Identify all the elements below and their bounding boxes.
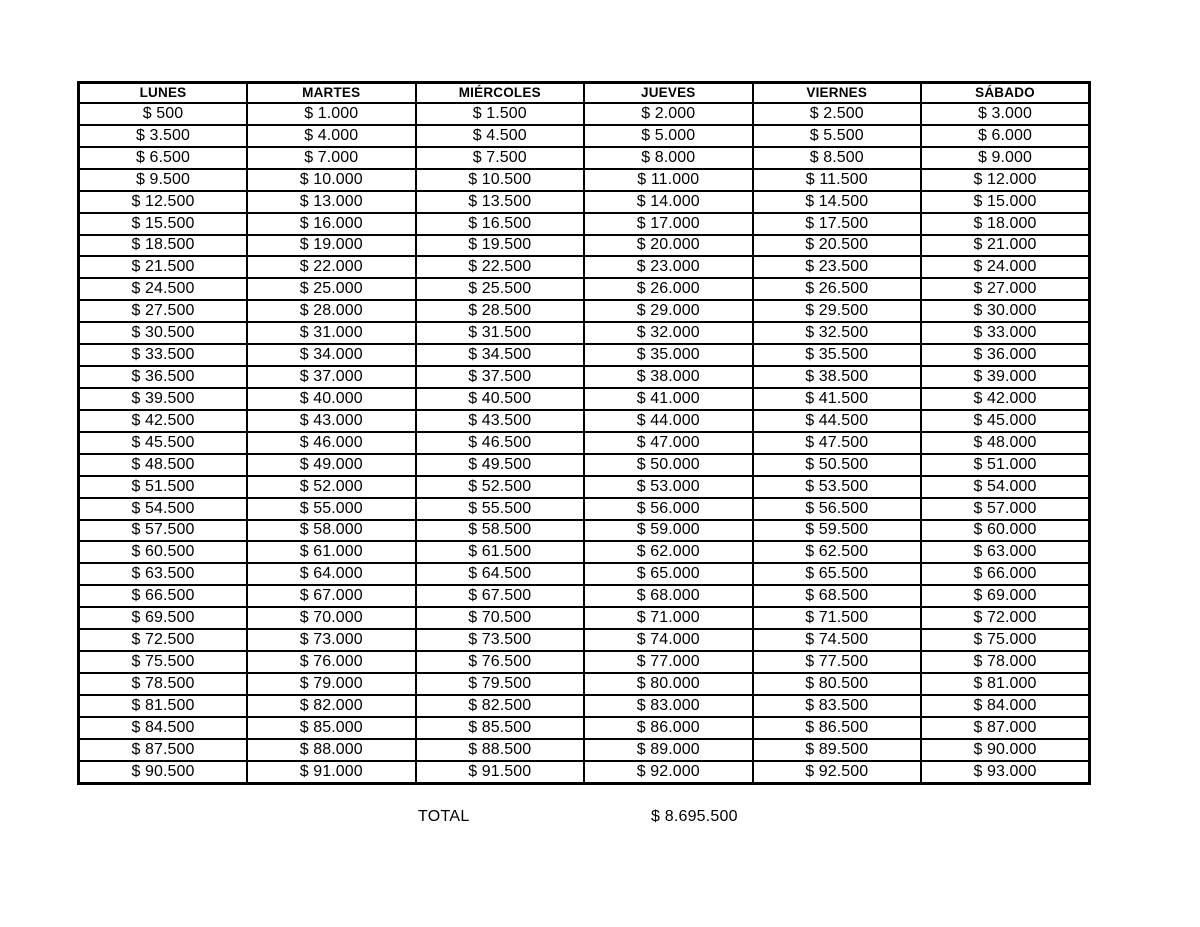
table-cell: $ 40.500 — [416, 388, 585, 410]
table-row — [79, 520, 1090, 542]
table-cell: $ 70.500 — [416, 607, 585, 629]
table-cell: $ 90.000 — [921, 739, 1090, 761]
table-cell: $ 76.500 — [416, 651, 585, 673]
table-cell: $ 75.000 — [921, 629, 1090, 651]
table-cell: $ 4.000 — [247, 125, 416, 147]
table-cell: $ 67.500 — [416, 585, 585, 607]
table-cell: $ 63.500 — [79, 563, 248, 585]
table-cell: $ 61.000 — [247, 541, 416, 563]
table-row — [79, 476, 1090, 498]
table-cell: $ 27.500 — [79, 300, 248, 322]
header-row — [79, 83, 1090, 104]
column-header: LUNES — [79, 83, 248, 104]
table-cell: $ 36.000 — [921, 344, 1090, 366]
table-cell: $ 65.500 — [753, 563, 922, 585]
table-cell: $ 43.500 — [416, 410, 585, 432]
table-cell: $ 49.500 — [416, 454, 585, 476]
table-cell: $ 26.500 — [753, 278, 922, 300]
table-cell: $ 34.000 — [247, 344, 416, 366]
table-cell: $ 28.500 — [416, 300, 585, 322]
table-cell: $ 46.500 — [416, 432, 585, 454]
table-cell: $ 3.000 — [921, 103, 1090, 125]
table-cell: $ 45.500 — [79, 432, 248, 454]
table-cell: $ 59.500 — [753, 520, 922, 542]
table-cell: $ 66.000 — [921, 563, 1090, 585]
table-cell: $ 76.000 — [247, 651, 416, 673]
table-row — [79, 695, 1090, 717]
table-cell: $ 85.500 — [416, 717, 585, 739]
table-cell: $ 7.500 — [416, 147, 585, 169]
table-cell: $ 85.000 — [247, 717, 416, 739]
table-cell: $ 73.000 — [247, 629, 416, 651]
table-cell: $ 10.000 — [247, 169, 416, 191]
table-row — [79, 673, 1090, 695]
table-cell: $ 87.000 — [921, 717, 1090, 739]
table-cell: $ 53.000 — [584, 476, 753, 498]
table-cell: $ 43.000 — [247, 410, 416, 432]
table-row — [79, 563, 1090, 585]
table-row — [79, 585, 1090, 607]
table-cell: $ 26.000 — [584, 278, 753, 300]
table-cell: $ 9.000 — [921, 147, 1090, 169]
table-cell: $ 61.500 — [416, 541, 585, 563]
table-cell: $ 60.000 — [921, 520, 1090, 542]
table-cell: $ 69.500 — [79, 607, 248, 629]
savings-table — [77, 81, 1091, 785]
table-cell: $ 25.000 — [247, 278, 416, 300]
table-cell: $ 51.500 — [79, 476, 248, 498]
table-cell: $ 50.500 — [753, 454, 922, 476]
table-cell: $ 53.500 — [753, 476, 922, 498]
table-cell: $ 32.000 — [584, 322, 753, 344]
table-cell: $ 40.000 — [247, 388, 416, 410]
table-cell: $ 82.500 — [416, 695, 585, 717]
table-cell: $ 35.500 — [753, 344, 922, 366]
table-cell: $ 55.000 — [247, 498, 416, 520]
table-cell: $ 88.000 — [247, 739, 416, 761]
table-cell: $ 83.500 — [753, 695, 922, 717]
table-cell: $ 20.500 — [753, 235, 922, 257]
table-cell: $ 9.500 — [79, 169, 248, 191]
table-cell: $ 56.500 — [753, 498, 922, 520]
table-row — [79, 344, 1090, 366]
table-cell: $ 18.500 — [79, 235, 248, 257]
table-cell: $ 37.000 — [247, 366, 416, 388]
table-cell: $ 79.500 — [416, 673, 585, 695]
table-cell: $ 13.000 — [247, 191, 416, 213]
table-cell: $ 39.500 — [79, 388, 248, 410]
table-cell: $ 34.500 — [416, 344, 585, 366]
table-cell: $ 59.000 — [584, 520, 753, 542]
table-cell: $ 30.000 — [921, 300, 1090, 322]
table-cell: $ 24.500 — [79, 278, 248, 300]
table-cell: $ 1.500 — [416, 103, 585, 125]
table-cell: $ 47.500 — [753, 432, 922, 454]
table-cell: $ 2.500 — [753, 103, 922, 125]
table-cell: $ 89.000 — [584, 739, 753, 761]
table-cell: $ 67.000 — [247, 585, 416, 607]
table-cell: $ 77.500 — [753, 651, 922, 673]
column-header: MIÉRCOLES — [416, 83, 585, 104]
table-row — [79, 761, 1090, 784]
table-cell: $ 63.000 — [921, 541, 1090, 563]
table-cell: $ 3.500 — [79, 125, 248, 147]
table-row — [79, 147, 1090, 169]
table-row — [79, 432, 1090, 454]
table-cell: $ 11.500 — [753, 169, 922, 191]
table-cell: $ 35.000 — [584, 344, 753, 366]
table-cell: $ 22.500 — [416, 256, 585, 278]
table-cell: $ 36.500 — [79, 366, 248, 388]
table-cell: $ 10.500 — [416, 169, 585, 191]
table-cell: $ 38.000 — [584, 366, 753, 388]
table-cell: $ 49.000 — [247, 454, 416, 476]
table-cell: $ 77.000 — [584, 651, 753, 673]
table-cell: $ 31.000 — [247, 322, 416, 344]
table-cell: $ 68.000 — [584, 585, 753, 607]
table-cell: $ 56.000 — [584, 498, 753, 520]
table-cell: $ 21.000 — [921, 235, 1090, 257]
table-row — [79, 366, 1090, 388]
table-cell: $ 62.000 — [584, 541, 753, 563]
table-cell: $ 74.000 — [584, 629, 753, 651]
table-row — [79, 388, 1090, 410]
table-cell: $ 75.500 — [79, 651, 248, 673]
table-cell: $ 79.000 — [247, 673, 416, 695]
table-cell: $ 22.000 — [247, 256, 416, 278]
table-cell: $ 92.500 — [753, 761, 922, 784]
table-cell: $ 19.500 — [416, 235, 585, 257]
table-cell: $ 28.000 — [247, 300, 416, 322]
table-cell: $ 18.000 — [921, 213, 1090, 235]
table-cell: $ 66.500 — [79, 585, 248, 607]
table-cell: $ 71.500 — [753, 607, 922, 629]
table-cell: $ 4.500 — [416, 125, 585, 147]
table-cell: $ 8.500 — [753, 147, 922, 169]
table-cell: $ 80.500 — [753, 673, 922, 695]
total-label: TOTAL — [418, 808, 470, 825]
table-row — [79, 541, 1090, 563]
table-cell: $ 23.500 — [753, 256, 922, 278]
table-cell: $ 32.500 — [753, 322, 922, 344]
table-cell: $ 24.000 — [921, 256, 1090, 278]
table-cell: $ 46.000 — [247, 432, 416, 454]
table-cell: $ 14.500 — [753, 191, 922, 213]
table-cell: $ 42.000 — [921, 388, 1090, 410]
table-cell: $ 91.500 — [416, 761, 585, 784]
table-cell: $ 6.500 — [79, 147, 248, 169]
table-cell: $ 84.000 — [921, 695, 1090, 717]
table-cell: $ 60.500 — [79, 541, 248, 563]
table-cell: $ 92.000 — [584, 761, 753, 784]
table-cell: $ 72.500 — [79, 629, 248, 651]
table-cell: $ 86.000 — [584, 717, 753, 739]
table-cell: $ 91.000 — [247, 761, 416, 784]
table-cell: $ 54.000 — [921, 476, 1090, 498]
table-cell: $ 54.500 — [79, 498, 248, 520]
table-cell: $ 16.500 — [416, 213, 585, 235]
table-cell: $ 65.000 — [584, 563, 753, 585]
table-cell: $ 29.000 — [584, 300, 753, 322]
table-cell: $ 17.500 — [753, 213, 922, 235]
table-cell: $ 14.000 — [584, 191, 753, 213]
table-cell: $ 51.000 — [921, 454, 1090, 476]
table-cell: $ 33.500 — [79, 344, 248, 366]
table-cell: $ 19.000 — [247, 235, 416, 257]
table-cell: $ 30.500 — [79, 322, 248, 344]
table-cell: $ 12.500 — [79, 191, 248, 213]
table-cell: $ 90.500 — [79, 761, 248, 784]
table-cell: $ 58.500 — [416, 520, 585, 542]
column-header: VIERNES — [753, 83, 922, 104]
table-row — [79, 739, 1090, 761]
table-row — [79, 651, 1090, 673]
table-cell: $ 82.000 — [247, 695, 416, 717]
table-cell: $ 78.500 — [79, 673, 248, 695]
table-cell: $ 41.000 — [584, 388, 753, 410]
table-cell: $ 12.000 — [921, 169, 1090, 191]
table-row — [79, 498, 1090, 520]
table-cell: $ 52.000 — [247, 476, 416, 498]
table-cell: $ 27.000 — [921, 278, 1090, 300]
table-cell: $ 41.500 — [753, 388, 922, 410]
table-cell: $ 57.500 — [79, 520, 248, 542]
table-cell: $ 52.500 — [416, 476, 585, 498]
table-cell: $ 33.000 — [921, 322, 1090, 344]
table-cell: $ 88.500 — [416, 739, 585, 761]
table-cell: $ 47.000 — [584, 432, 753, 454]
table-cell: $ 38.500 — [753, 366, 922, 388]
table-cell: $ 48.500 — [79, 454, 248, 476]
table-cell: $ 2.000 — [584, 103, 753, 125]
table-body — [79, 103, 1090, 784]
table-cell: $ 73.500 — [416, 629, 585, 651]
table-cell: $ 64.500 — [416, 563, 585, 585]
table-cell: $ 86.500 — [753, 717, 922, 739]
table-cell: $ 42.500 — [79, 410, 248, 432]
column-header: SÁBADO — [921, 83, 1090, 104]
table-cell: $ 31.500 — [416, 322, 585, 344]
table-cell: $ 89.500 — [753, 739, 922, 761]
table-row — [79, 300, 1090, 322]
table-cell: $ 7.000 — [247, 147, 416, 169]
total-value: $ 8.695.500 — [651, 808, 738, 825]
table-row — [79, 410, 1090, 432]
table-row — [79, 322, 1090, 344]
table-cell: $ 68.500 — [753, 585, 922, 607]
table-cell: $ 15.500 — [79, 213, 248, 235]
table-cell: $ 39.000 — [921, 366, 1090, 388]
table-cell: $ 11.000 — [584, 169, 753, 191]
savings-table-sheet — [77, 81, 1091, 785]
table-cell: $ 5.500 — [753, 125, 922, 147]
table-row — [79, 169, 1090, 191]
table-cell: $ 20.000 — [584, 235, 753, 257]
table-cell: $ 44.000 — [584, 410, 753, 432]
table-cell: $ 5.000 — [584, 125, 753, 147]
table-cell: $ 16.000 — [247, 213, 416, 235]
table-cell: $ 13.500 — [416, 191, 585, 213]
table-cell: $ 500 — [79, 103, 248, 125]
column-header: MARTES — [247, 83, 416, 104]
table-cell: $ 45.000 — [921, 410, 1090, 432]
table-cell: $ 78.000 — [921, 651, 1090, 673]
table-row — [79, 213, 1090, 235]
table-cell: $ 83.000 — [584, 695, 753, 717]
table-cell: $ 23.000 — [584, 256, 753, 278]
table-row — [79, 125, 1090, 147]
table-cell: $ 70.000 — [247, 607, 416, 629]
table-cell: $ 93.000 — [921, 761, 1090, 784]
table-row — [79, 235, 1090, 257]
table-cell: $ 80.000 — [584, 673, 753, 695]
table-cell: $ 55.500 — [416, 498, 585, 520]
table-cell: $ 1.000 — [247, 103, 416, 125]
table-cell: $ 48.000 — [921, 432, 1090, 454]
column-header: JUEVES — [584, 83, 753, 104]
table-cell: $ 62.500 — [753, 541, 922, 563]
table-row — [79, 278, 1090, 300]
table-row — [79, 256, 1090, 278]
table-row — [79, 103, 1090, 125]
table-cell: $ 21.500 — [79, 256, 248, 278]
table-cell: $ 17.000 — [584, 213, 753, 235]
table-row — [79, 629, 1090, 651]
table-cell: $ 25.500 — [416, 278, 585, 300]
table-cell: $ 29.500 — [753, 300, 922, 322]
table-row — [79, 191, 1090, 213]
table-cell: $ 64.000 — [247, 563, 416, 585]
table-cell: $ 57.000 — [921, 498, 1090, 520]
table-cell: $ 72.000 — [921, 607, 1090, 629]
table-cell: $ 84.500 — [79, 717, 248, 739]
table-cell: $ 50.000 — [584, 454, 753, 476]
table-cell: $ 44.500 — [753, 410, 922, 432]
table-row — [79, 607, 1090, 629]
table-cell: $ 6.000 — [921, 125, 1090, 147]
table-cell: $ 8.000 — [584, 147, 753, 169]
table-cell: $ 69.000 — [921, 585, 1090, 607]
table-cell: $ 74.500 — [753, 629, 922, 651]
table-cell: $ 58.000 — [247, 520, 416, 542]
table-cell: $ 87.500 — [79, 739, 248, 761]
table-row — [79, 454, 1090, 476]
table-cell: $ 81.000 — [921, 673, 1090, 695]
table-cell: $ 37.500 — [416, 366, 585, 388]
table-row — [79, 717, 1090, 739]
table-cell: $ 81.500 — [79, 695, 248, 717]
table-cell: $ 15.000 — [921, 191, 1090, 213]
table-cell: $ 71.000 — [584, 607, 753, 629]
